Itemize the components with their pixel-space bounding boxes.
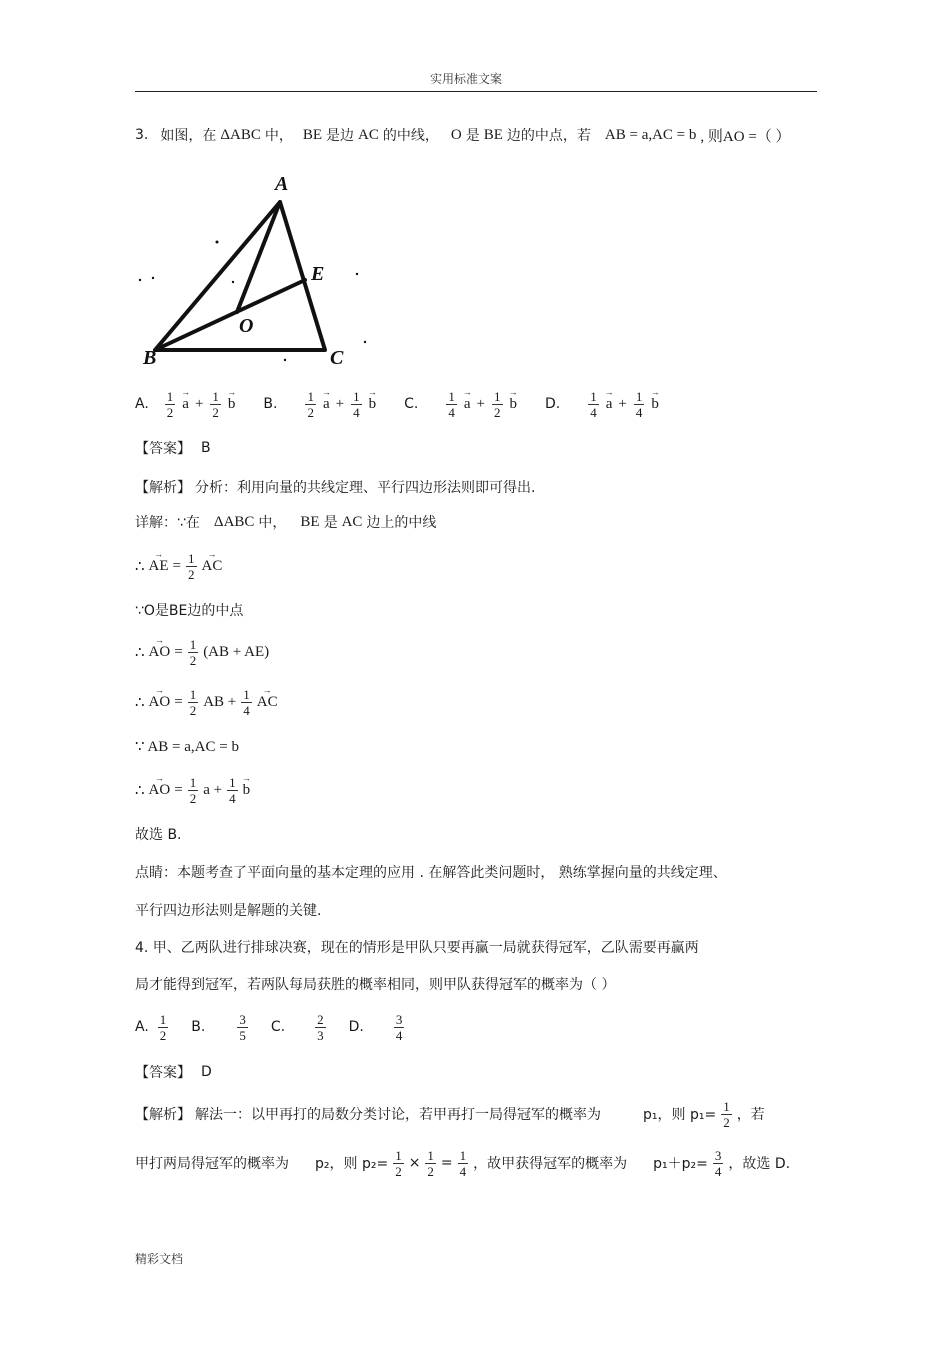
therefore-symbol: ∴	[135, 644, 145, 661]
equals: =	[174, 781, 183, 798]
q3-answer	[135, 438, 211, 458]
frac-num: 2	[317, 1011, 324, 1027]
q3-detail	[135, 512, 436, 532]
step-1	[135, 546, 222, 586]
q3-stem-text: 是	[465, 128, 480, 144]
frac-num: 1	[243, 686, 250, 702]
frac-den: 4	[590, 404, 597, 420]
q3-triangle: ΔABC	[220, 126, 261, 143]
frac-num: 1	[188, 550, 195, 566]
option-b-label[interactable]: B.	[191, 1019, 206, 1035]
q4-stem-2: 局才能得到冠军，若两队每局获胜的概率相同，则甲队获得冠军的概率为（ ）	[135, 977, 616, 993]
frac-num: 3	[714, 1147, 722, 1163]
q3-stem-text: 的中线，	[382, 128, 439, 144]
vertex-c-label: C	[330, 347, 344, 369]
frac-den: 2	[427, 1163, 434, 1179]
equals: =	[174, 693, 183, 710]
frac-den: 2	[166, 404, 174, 420]
frac-den: 2	[159, 1027, 167, 1043]
q3-stem-text: 边的中点，若	[506, 128, 591, 144]
frac-num: 1	[353, 388, 360, 404]
frac-den: 2	[189, 790, 197, 806]
frac-num: 1	[189, 686, 197, 702]
header-rule	[135, 91, 817, 92]
frac-num: 1	[635, 388, 643, 404]
triangle-figure	[135, 170, 375, 370]
page-footer: 精彩文档	[135, 1252, 184, 1266]
q3-ac: AC	[358, 126, 379, 143]
probability-p2: p₂，则 p₂=	[315, 1156, 389, 1172]
frac-num: 1	[395, 1147, 402, 1163]
vector-b: → b	[651, 396, 659, 413]
q3-conclusion: 故选 B.	[135, 827, 182, 843]
frac-den: 4	[635, 404, 643, 420]
q3-be: BE	[483, 126, 503, 143]
detail-ac: AC	[341, 513, 363, 530]
frac-num: 1	[723, 1098, 730, 1114]
q3-comment-2: 平行四边形法则是解题的关键.	[135, 903, 322, 919]
option-c-label[interactable]: C.	[270, 1019, 286, 1035]
vector-a: → a	[464, 396, 471, 413]
answer-value: B	[201, 440, 211, 456]
detail-text: 边上的中线	[366, 515, 437, 531]
answer-tag: 【答案】	[135, 441, 191, 457]
frac-den: 4	[243, 702, 250, 718]
therefore-symbol: ∴	[135, 558, 145, 575]
answer-tag: 【答案】	[135, 1065, 191, 1081]
probability-sum: p₁＋p₂=	[653, 1156, 708, 1172]
therefore-symbol: ∴	[135, 782, 145, 799]
frac-den: 2	[723, 1114, 730, 1130]
vertex-b-label: B	[143, 347, 157, 369]
q3-comment-1: 点睛：本题考查了平面向量的基本定理的应用 . 在解答此类问题时， 熟练掌握向量的共线定理、	[135, 865, 727, 881]
point-o-label: O	[239, 315, 254, 337]
q4-stem-1: 4. 甲、乙两队进行排球决赛，现在的情形是甲队只要再赢一局就获得冠军，乙队需要再赢两	[135, 940, 699, 956]
q4-analysis-2	[135, 1143, 790, 1183]
vector-a: → a	[323, 396, 330, 413]
q3-stem-end: , 则AO =（ ）	[700, 128, 791, 145]
option-b-label[interactable]: B.	[263, 396, 278, 412]
q3-number: 3.	[135, 127, 149, 143]
step-3	[135, 632, 269, 672]
frac-num: 1	[229, 774, 236, 790]
q3-analysis	[135, 477, 535, 497]
frac-den: 2	[494, 404, 501, 420]
option-a-label[interactable]: A.	[135, 396, 149, 412]
vector-a: → a	[182, 396, 189, 413]
equals: =	[174, 643, 183, 660]
step-4	[135, 682, 278, 722]
vector-sum: (AB + AE)	[203, 643, 270, 660]
probability-p1: p₁，则 p₁=	[643, 1107, 717, 1123]
therefore-symbol: ∴	[135, 694, 145, 711]
option-c-label[interactable]: C.	[404, 396, 419, 412]
frac-num: 3	[395, 1011, 403, 1027]
step-2: ∵O是BE边的中点	[135, 603, 244, 619]
vector-ac: → AC	[202, 558, 223, 575]
vector-a: → a	[606, 396, 613, 413]
analysis-text: ，若	[736, 1107, 765, 1123]
answer-value: D	[201, 1064, 212, 1080]
option-a-label[interactable]: A.	[135, 1019, 149, 1035]
q3-be: BE	[302, 126, 323, 143]
frac-num: 1	[189, 774, 197, 790]
vector-b: → b	[510, 396, 518, 413]
analysis-tag: 【解析】	[135, 480, 191, 496]
frac-den: 2	[189, 652, 197, 668]
term-a: a +	[203, 781, 223, 798]
frac-num: 1	[166, 388, 174, 404]
frac-num: 3	[239, 1011, 246, 1027]
equals: =	[440, 1155, 453, 1171]
option-d-label[interactable]: D.	[348, 1019, 364, 1035]
frac-den: 2	[188, 566, 195, 582]
q3-options: A. $\frac{1}{2}$ → a + $\frac{1}{2}$ → b B. $\frac{1}{2}$ → a + $\frac{1}{4}$ → b C. $\frac{1}{4}$ → a + $\frac{1}{2}$ → b D. $\frac{1}{4}$ → a + $\frac{1}{4}$ → b	[135, 384, 659, 424]
detail-text: 是	[323, 515, 338, 531]
analysis-tag: 【解析】	[135, 1107, 191, 1123]
frac-den: 2	[307, 404, 314, 420]
vector-b: → b	[243, 782, 251, 799]
analysis-text: 分析：利用向量的共线定理、平行四边形法则即可得出.	[195, 480, 536, 496]
frac-den: 4	[353, 404, 360, 420]
option-d-label[interactable]: D.	[545, 396, 561, 412]
detail-be: BE	[300, 513, 320, 530]
frac-den: 2	[212, 404, 219, 420]
times-symbol: ×	[408, 1155, 421, 1171]
vector-b: → b	[369, 396, 377, 413]
q4-options	[135, 1005, 405, 1049]
analysis-text: ，故选 D.	[728, 1156, 791, 1172]
vector-ac: → AC	[257, 694, 278, 711]
frac-den: 3	[317, 1027, 324, 1043]
frac-den: 5	[239, 1027, 246, 1043]
frac-den: 4	[229, 790, 236, 806]
q3-stem-text: 中，	[264, 128, 293, 144]
frac-num: 1	[494, 388, 501, 404]
frac-den: 4	[448, 404, 455, 420]
segment-be	[155, 280, 305, 350]
vector-b: → b	[228, 396, 236, 413]
q3-stem-text: 是边	[326, 128, 355, 144]
page-header: 实用标准文案	[430, 72, 503, 86]
frac-den: 2	[395, 1163, 402, 1179]
q3-stem-text: 如图，在	[160, 128, 217, 144]
analysis-text: 解法一：以甲再打的局数分类讨论，若甲再打一局得冠军的概率为	[195, 1107, 601, 1123]
frac-den: 2	[189, 702, 197, 718]
detail-text: 中，	[258, 515, 287, 531]
frac-num: 1	[212, 388, 219, 404]
frac-den: 4	[714, 1163, 722, 1179]
q4-analysis-1	[135, 1094, 765, 1134]
q3-condition: AB = a,AC = b	[604, 126, 697, 143]
equals: =	[172, 557, 182, 574]
detail-text: 详解：∵在	[135, 515, 200, 531]
analysis-text: ，故甲获得冠军的概率为	[473, 1156, 628, 1172]
step-6	[135, 770, 250, 810]
q4-answer	[135, 1062, 212, 1082]
frac-den: 4	[459, 1163, 467, 1179]
frac-num: 1	[189, 636, 197, 652]
detail-triangle: ΔABC	[213, 513, 255, 530]
vector-ao: → AO	[149, 644, 171, 661]
q3-o: O	[450, 126, 462, 143]
frac-num: 1	[459, 1147, 467, 1163]
vector-ae: → AE	[149, 558, 169, 575]
frac-num: 1	[590, 388, 597, 404]
frac-den: 4	[395, 1027, 403, 1043]
frac-num: 1	[448, 388, 455, 404]
analysis-text: 甲打两局得冠军的概率为	[135, 1156, 289, 1172]
vector-ao: → AO	[149, 694, 171, 711]
frac-num: 1	[307, 388, 314, 404]
frac-num: 1	[159, 1011, 167, 1027]
q3-stem	[135, 124, 791, 146]
frac-num: 1	[427, 1147, 434, 1163]
point-e-label: E	[311, 263, 325, 285]
vertex-a-label: A	[275, 173, 289, 195]
step-5: ∵ AB = a,AC = b	[135, 739, 239, 755]
term-ab: AB +	[203, 693, 237, 710]
vector-ao: → AO	[149, 782, 171, 799]
